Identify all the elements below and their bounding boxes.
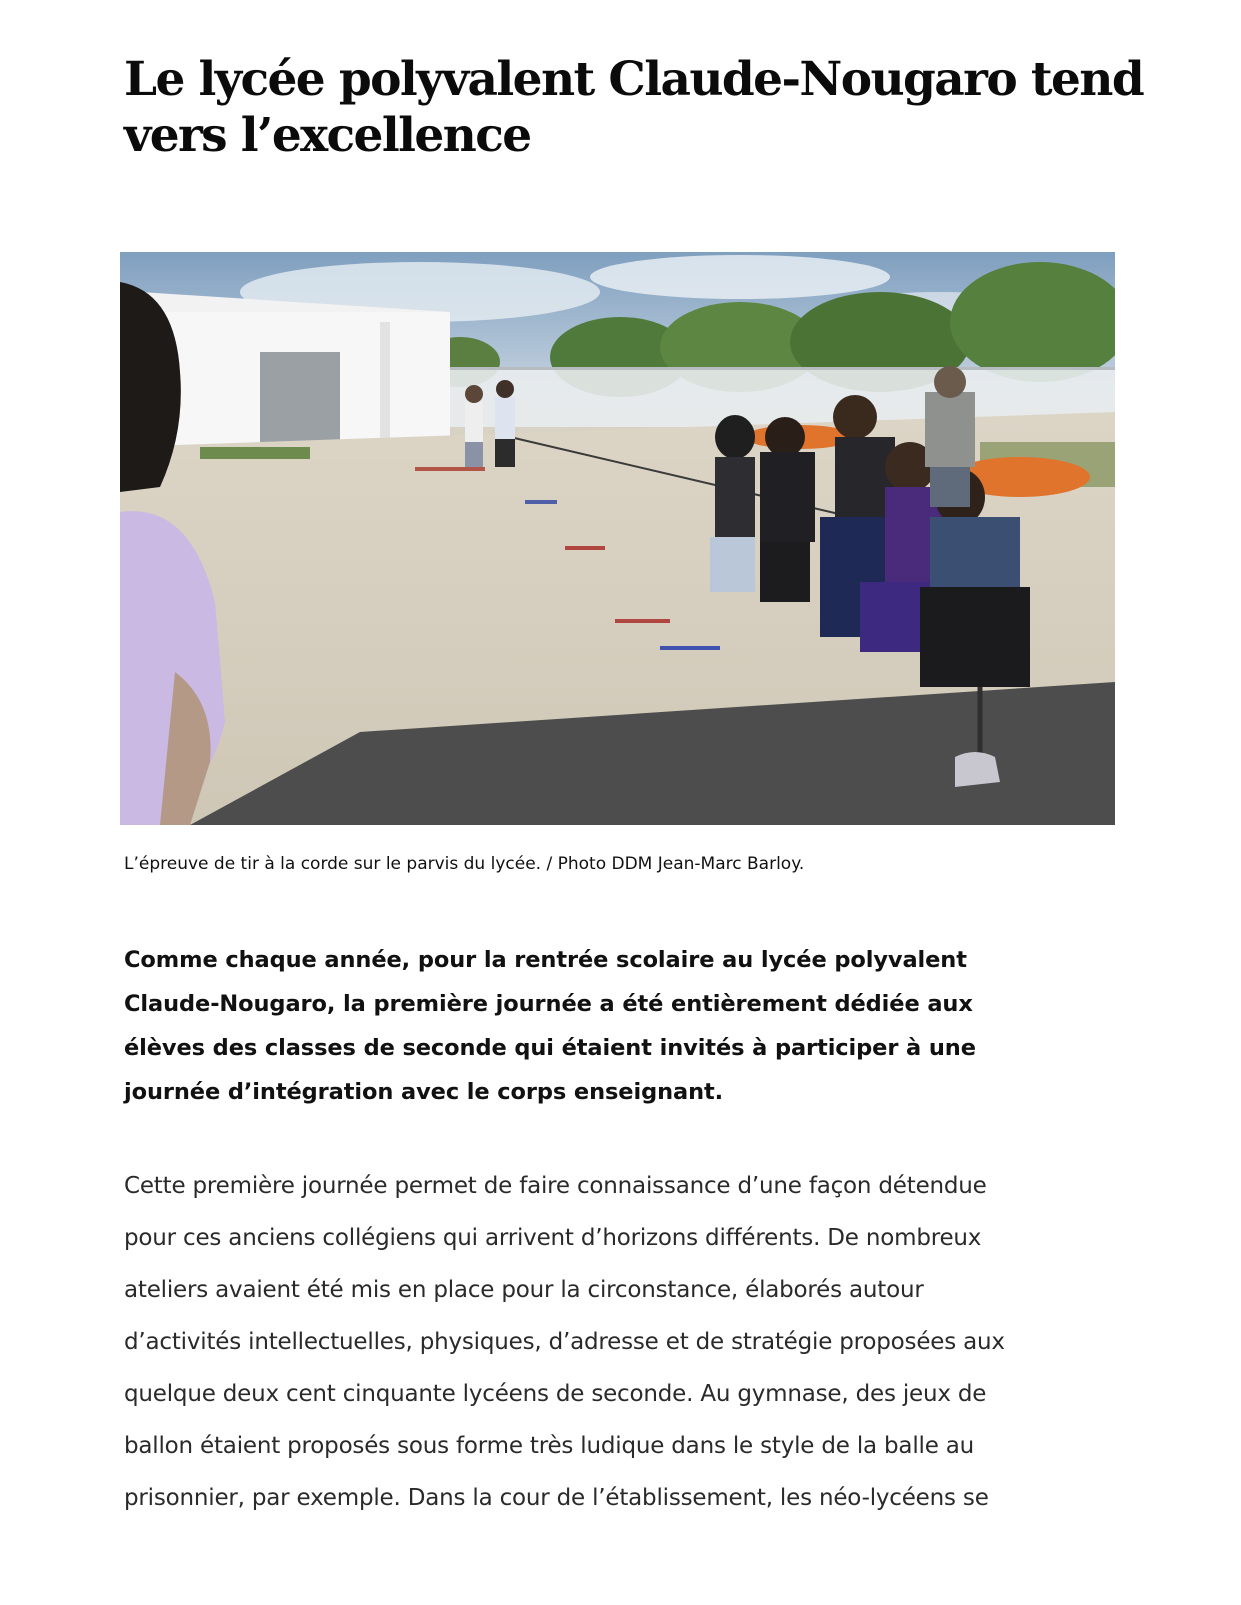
body-line: d’activités intellectuelles, physiques, d’adresse et de stratégie proposées aux — [124, 1329, 1005, 1355]
ground-marker — [525, 500, 557, 504]
article-headline — [124, 52, 1144, 164]
headline-line: vers l’excellence — [124, 108, 531, 163]
body-line: ballon étaient proposés sous forme très ludique dans le style de la balle au — [124, 1433, 975, 1459]
ground-marker — [660, 646, 720, 650]
ground-marker — [415, 467, 485, 471]
lead-line: élèves des classes de seconde qui étaient invités à participer à une — [124, 1035, 976, 1061]
school-building — [140, 292, 450, 447]
lead-line: Comme chaque année, pour la rentrée scolaire au lycée polyvalent — [124, 947, 967, 973]
body-line: ateliers avaient été mis en place pour la circonstance, élaborés autour — [124, 1277, 924, 1303]
lead-line: Claude-Nougaro, la première journée a été entièrement dédiée aux — [124, 991, 973, 1017]
ground-marker — [565, 546, 605, 550]
article-body — [124, 1160, 1114, 1524]
lead-line: journée d’intégration avec le corps enseignant. — [124, 1079, 724, 1105]
tug-of-war-photo — [120, 252, 1115, 825]
body-line: Cette première journée permet de faire connaissance d’une façon détendue — [124, 1173, 987, 1199]
article-lead — [124, 938, 1124, 1114]
grass — [200, 447, 310, 459]
photo-caption: L’épreuve de tir à la corde sur le parvis du lycée. / Photo DDM Jean-Marc Barloy. — [124, 854, 805, 874]
article-photo — [120, 252, 1115, 825]
body-line: pour ces anciens collégiens qui arrivent d’horizons différents. De nombreux — [124, 1225, 982, 1251]
cloud — [590, 255, 890, 299]
headline-line: Le lycée polyvalent Claude-Nougaro tend — [124, 52, 1144, 107]
ground-marker — [615, 619, 670, 623]
body-line: prisonnier, par exemple. Dans la cour de l’établissement, les néo-lycéens se — [124, 1485, 989, 1511]
body-line: quelque deux cent cinquante lycéens de seconde. Au gymnase, des jeux de — [124, 1381, 987, 1407]
